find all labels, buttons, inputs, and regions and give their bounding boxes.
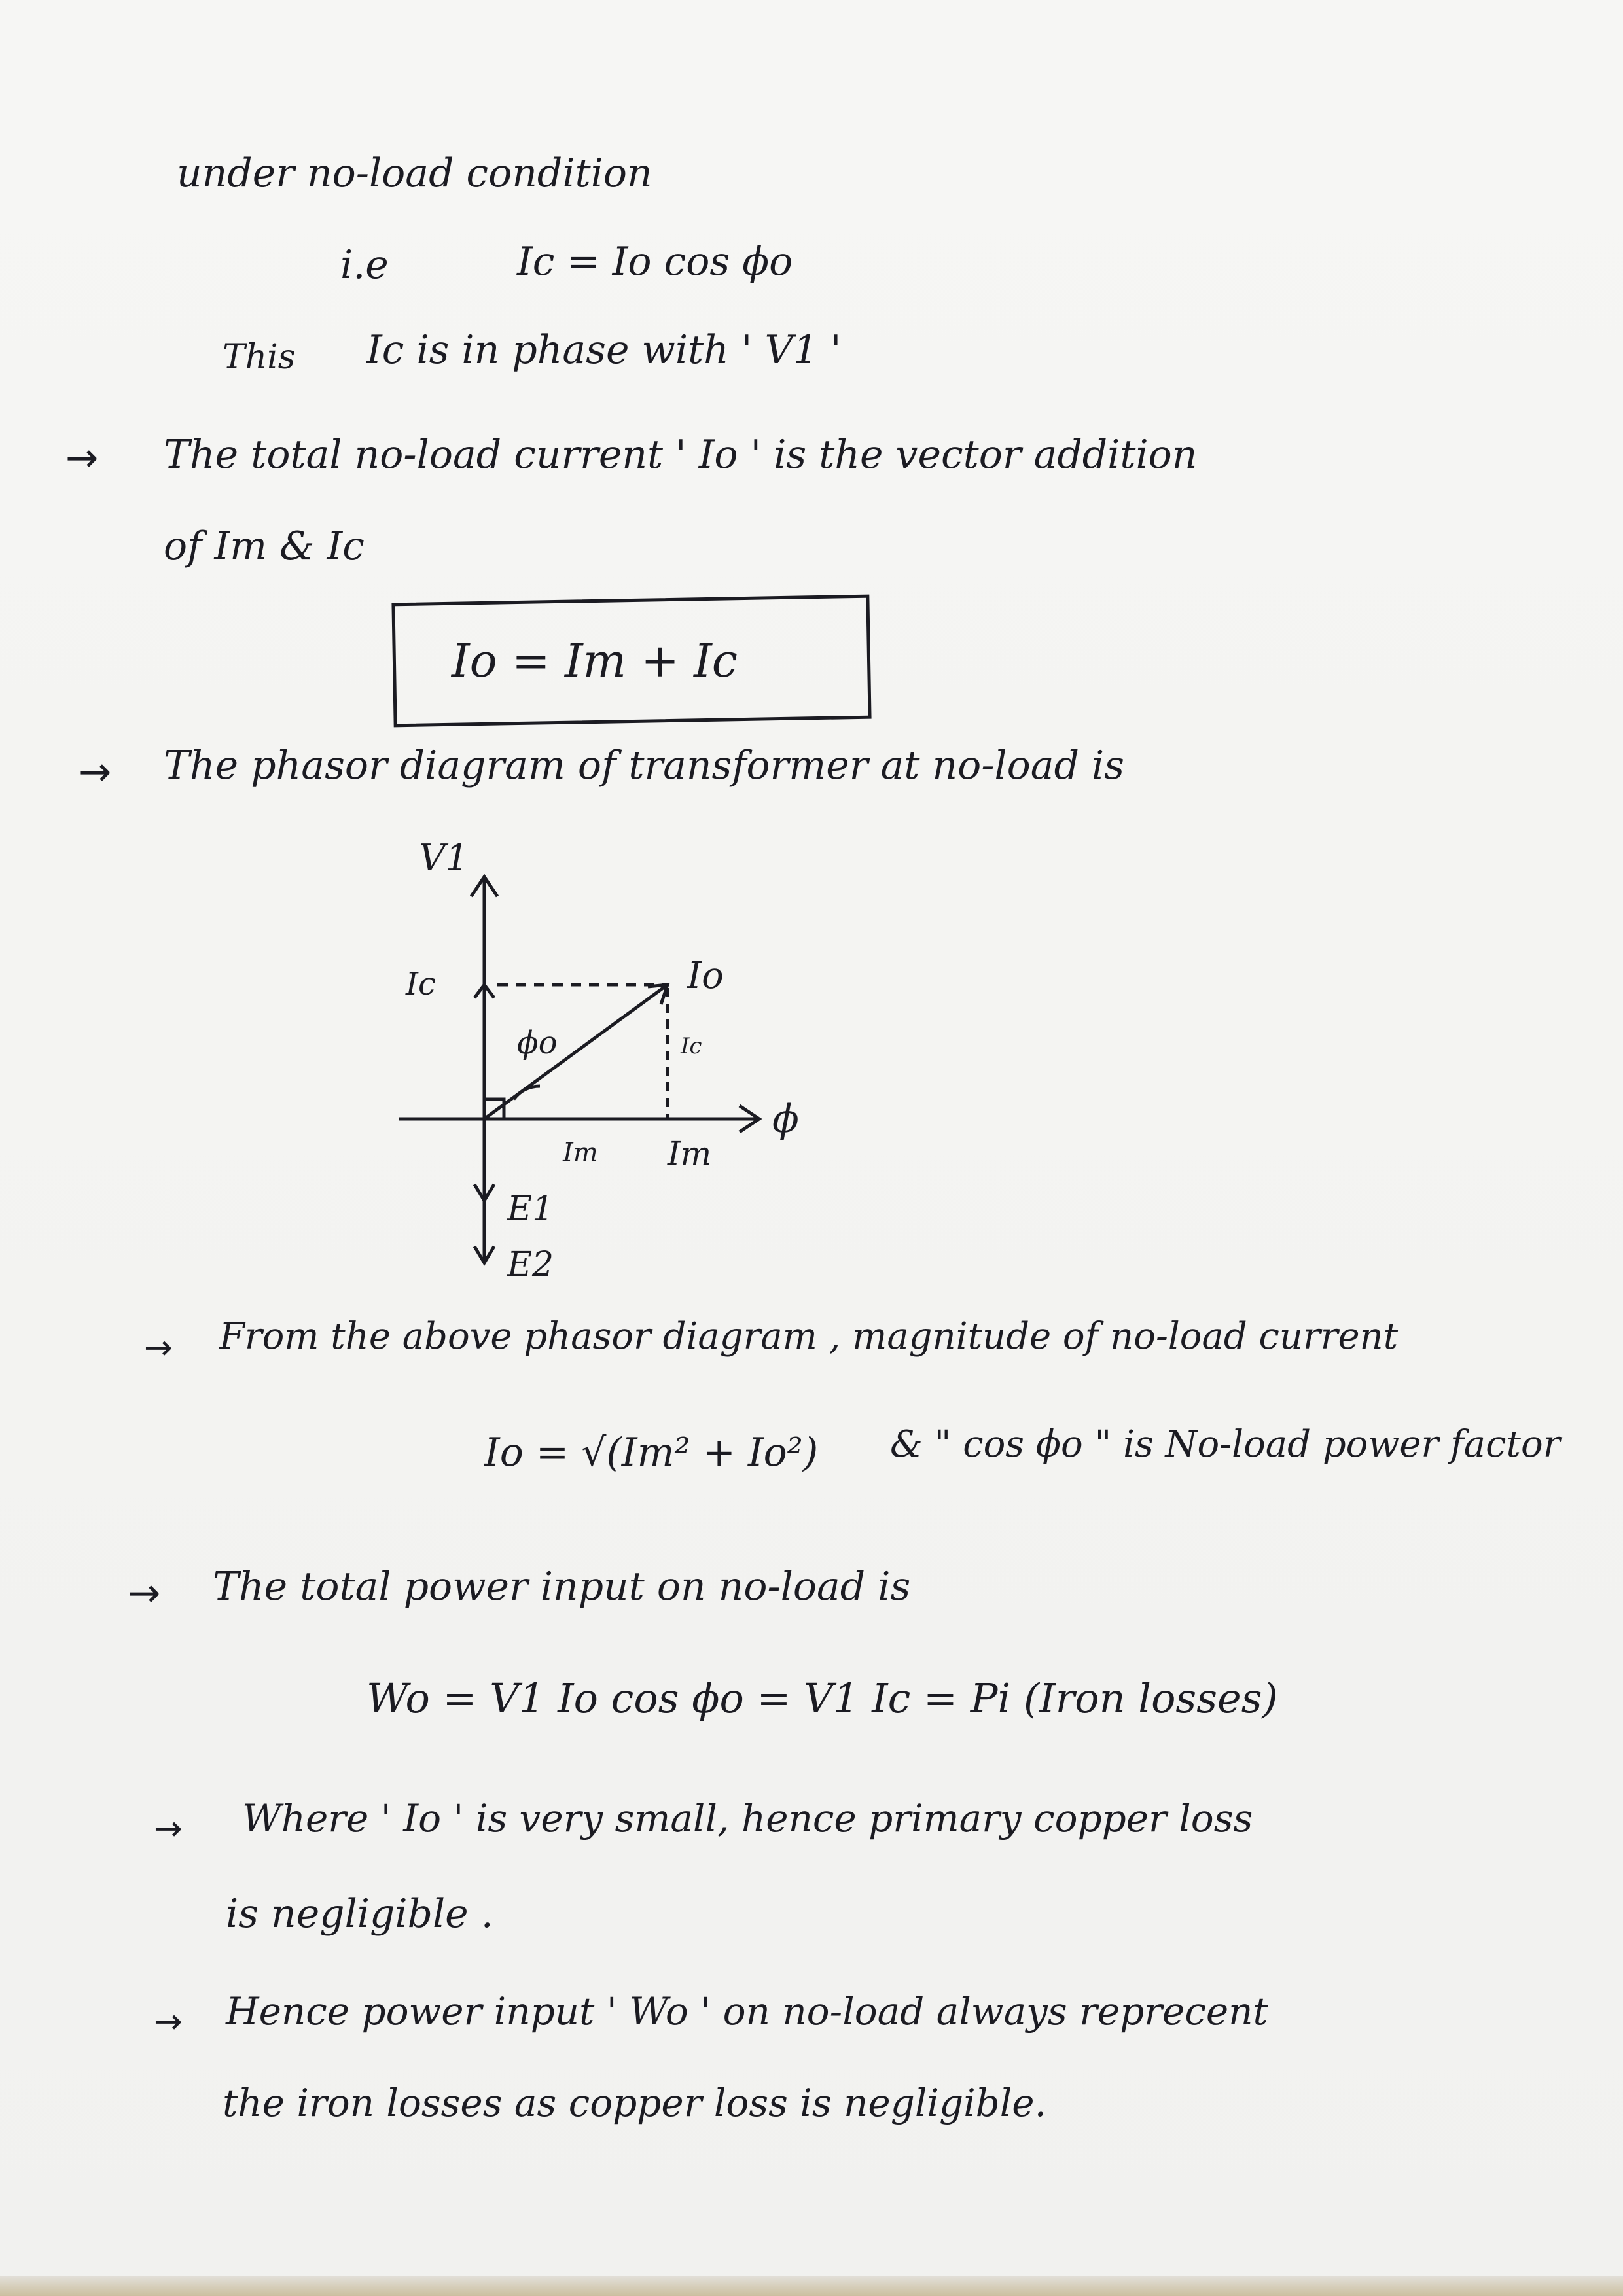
label-im-end: Im xyxy=(668,1135,712,1173)
boxed-equation: Io = Im + Ic xyxy=(452,634,738,688)
label-e2: E2 xyxy=(507,1245,554,1284)
equation-ic: Ic = Io cos ϕo xyxy=(517,239,793,285)
arrow-bullet: → xyxy=(154,1809,183,1848)
line-negligible: is negligible . xyxy=(226,1891,493,1937)
line-hence-power: Hence power input ' Wo ' on no-load always reprecent xyxy=(226,1989,1268,2034)
line-ic-in-phase: Ic is in phase with ' V1 ' xyxy=(366,327,842,373)
equation-wo: Wo = V1 Io cos ϕo = V1 Ic = Pi (Iron losses) xyxy=(366,1674,1278,1722)
phasor-diagram xyxy=(366,811,929,1309)
page-bottom-edge xyxy=(0,2276,1623,2296)
line-total-power: The total power input on no-load is xyxy=(213,1564,911,1610)
line-phasor-diagram: The phasor diagram of transformer at no-load is xyxy=(164,743,1125,788)
equation-io-magnitude: Io = √(Im² + Io²) xyxy=(484,1430,819,1475)
label-ic-side: Ic xyxy=(681,1033,702,1059)
line-ie: i.e xyxy=(340,242,389,288)
label-phi: ϕo xyxy=(517,1025,558,1061)
line-iron-losses: the iron losses as copper loss is negligible. xyxy=(223,2081,1047,2125)
line-where-io: Where ' Io ' is very small, hence primary copper loss xyxy=(242,1796,1253,1841)
label-phi-axis: ϕ xyxy=(772,1096,799,1142)
line-of-im-ic: of Im & Ic xyxy=(164,523,365,569)
arrow-bullet: → xyxy=(79,749,112,795)
line-total-no-load: The total no-load current ' Io ' is the vector addition xyxy=(164,432,1198,478)
arrow-bullet: → xyxy=(154,2002,183,2041)
label-im-mid: Im xyxy=(563,1138,598,1168)
label-v1: V1 xyxy=(419,837,469,879)
label-e1: E1 xyxy=(507,1190,554,1229)
arrow-bullet: → xyxy=(128,1570,161,1616)
line-this: This xyxy=(223,338,296,377)
label-io: Io xyxy=(687,955,724,997)
line-under-no-load: under no-load condition xyxy=(177,150,652,196)
arrow-bullet: → xyxy=(144,1328,173,1368)
line-power-factor: & " cos ϕo " is No-load power factor xyxy=(890,1423,1561,1466)
label-ic-axis: Ic xyxy=(406,966,436,1002)
arrow-bullet: → xyxy=(65,435,99,481)
line-from-phasor: From the above phasor diagram , magnitude of no-load current xyxy=(219,1315,1399,1358)
